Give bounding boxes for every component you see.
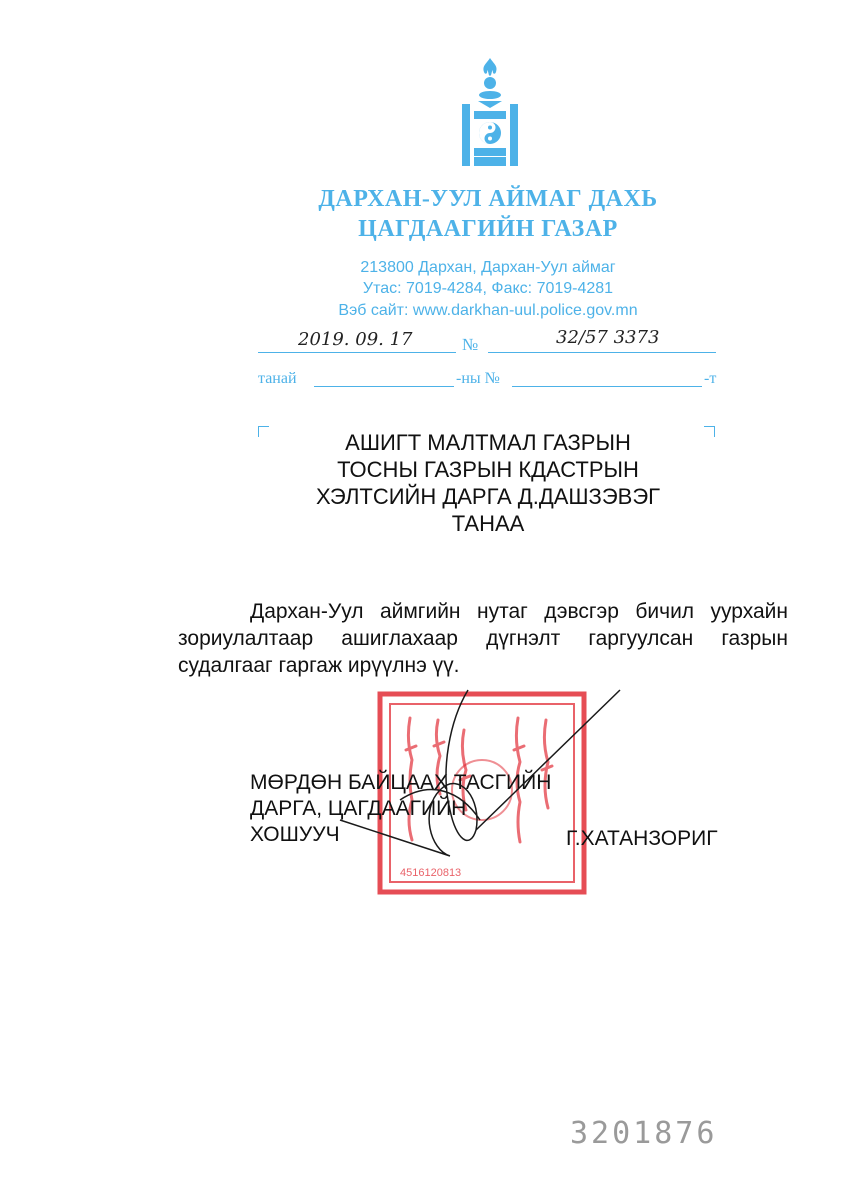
organization-phone: Утас: 7019-4284, Факс: 7019-4281	[362, 280, 614, 297]
your-ref-underline	[314, 386, 454, 387]
letter-date: 2019. 09. 17	[298, 329, 413, 350]
signatory-title-line3: ХОШУУЧ	[250, 823, 340, 846]
your-ref-suffix: -ны №	[456, 370, 500, 387]
incoming-stamp-number: 3201876	[570, 1116, 718, 1151]
organization-name-line1: ДАРХАН-УУЛ АЙМАГ ДАХЬ	[318, 186, 658, 212]
soyombo-emblem-icon	[460, 56, 520, 168]
organization-address: 213800 Дархан, Дархан-Уул аймаг	[360, 259, 616, 276]
recipient-line3: ХЭЛТСИЙН ДАРГА Д.ДАШЗЭВЭГ	[315, 484, 661, 509]
recipient-line1: АШИГТ МАЛТМАЛ ГАЗРЫН	[345, 430, 631, 455]
your-ref-label: танай	[258, 370, 297, 387]
signatory-name: Г.ХАТАНЗОРИГ	[566, 827, 718, 850]
organization-name-line2: ЦАГДААГИЙН ГАЗАР	[358, 216, 618, 242]
letter-body: Дархан-Уул аймгийн нутаг дэвсгэр бичил уурхайн зориулалтаар ашиглахаар дүгнэлт гаргуулсан газрын судалгааг гаргаж ирүүлнэ үү.	[178, 600, 788, 677]
signatory-title-line2: ДАРГА, ЦАГДААГИЙН	[250, 797, 467, 820]
recipient-line2: ТОСНЫ ГАЗРЫН КДАСТРЫН	[337, 457, 639, 482]
your-ref-number-underline	[512, 386, 702, 387]
number-underline	[488, 352, 716, 353]
date-underline	[258, 352, 456, 353]
your-ref-end: -т	[704, 370, 717, 387]
number-label: №	[462, 335, 479, 354]
organization-website: Вэб сайт: www.darkhan-uul.police.gov.mn	[338, 302, 638, 319]
signatory-title-line1: МӨРДӨН БАЙЦААХ ТАСГИЙН	[250, 771, 552, 794]
recipient-line4: ТАНАА	[451, 511, 525, 536]
stamp-number: 4516120813	[400, 867, 462, 879]
letter-number: 32/57 3373	[556, 327, 660, 348]
handwritten-signature	[300, 680, 640, 880]
